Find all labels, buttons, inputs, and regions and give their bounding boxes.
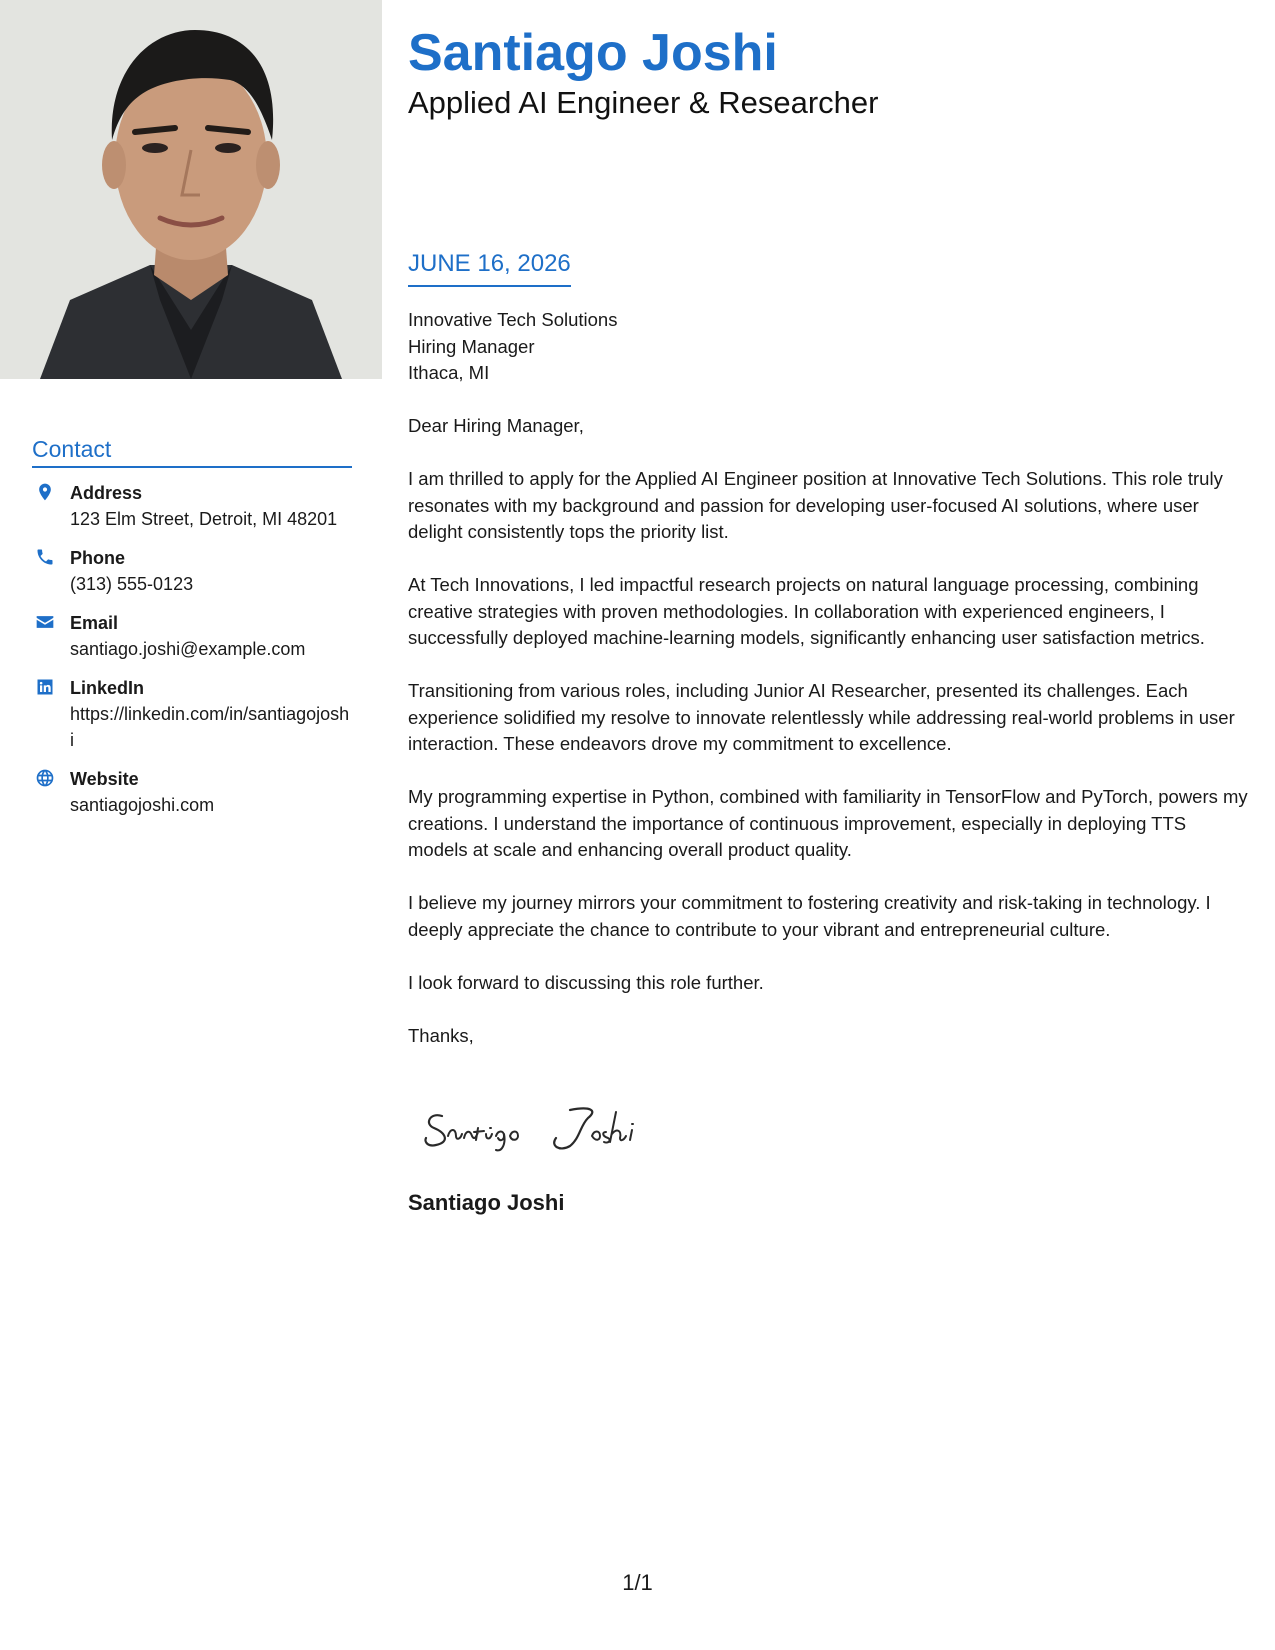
linkedin-link[interactable]: https://linkedin.com/in/santiagojoshi xyxy=(70,704,350,750)
recipient-location: Ithaca, MI xyxy=(408,362,490,383)
phone-link[interactable]: (313) 555-0123 xyxy=(70,574,194,594)
contact-item-website xyxy=(32,766,352,818)
contact-item-email xyxy=(32,610,352,662)
letter-paragraph: Transitioning from various roles, including Junior AI Researcher, presented its challenges. Each experience solidified my resolve to innovate relentlessly while addressing real-world problems in user interaction. These endeavors drove my commitment to excellence. xyxy=(408,680,1235,754)
candidate-name: Santiago Joshi xyxy=(408,24,778,82)
letter-body xyxy=(408,307,1250,1076)
letter-paragraph: I look forward to discussing this role further. xyxy=(408,971,764,993)
globe-icon xyxy=(32,766,70,818)
job-title: Applied AI Engineer & Researcher xyxy=(408,85,879,120)
letter-paragraph: I believe my journey mirrors your commitment to fostering creativity and risk-taking in technology. I deeply appreciate the chance to contribute to your vibrant and entrepreneurial culture. xyxy=(408,892,1211,940)
page-number: 1/1 xyxy=(622,1570,653,1595)
letter-paragraph: At Tech Innovations, I led impactful research projects on natural language processing, combining creative strategies with proven methodologies. In collaboration with experienced engineers, I successfully deployed machine-learning models, significantly enhancing user satisfaction metrics. xyxy=(408,574,1205,648)
phone-icon xyxy=(32,545,70,597)
contact-item-linkedin xyxy=(32,675,352,753)
letter-paragraph: My programming expertise in Python, combined with familiarity in TensorFlow and PyTorch, powers my creations. I understand the importance of continuous improvement, especially in deploying TTS models at scale and enhancing overall product quality. xyxy=(408,786,1248,860)
website-link[interactable]: santiagojoshi.com xyxy=(70,795,215,815)
recipient-company: Innovative Tech Solutions xyxy=(408,309,618,330)
email-link[interactable]: santiago.joshi@example.com xyxy=(70,639,306,659)
contact-label: LinkedIn xyxy=(70,678,145,698)
contact-list xyxy=(32,480,352,818)
signer-name: Santiago Joshi xyxy=(408,1190,565,1215)
contact-label: Website xyxy=(70,769,139,789)
map-pin-icon xyxy=(32,480,70,532)
contact-label: Email xyxy=(70,613,119,633)
letter-date: JUNE 16, 2026 xyxy=(408,249,571,287)
recipient-title: Hiring Manager xyxy=(408,335,535,357)
handwritten-signature xyxy=(420,1098,680,1156)
address-value: 123 Elm Street, Detroit, MI 48201 xyxy=(70,509,338,529)
header xyxy=(408,22,1248,122)
linkedin-icon xyxy=(32,675,70,753)
contact-sidebar xyxy=(32,436,352,831)
profile-photo xyxy=(0,0,382,379)
recipient-block xyxy=(408,307,1250,387)
contact-label: Phone xyxy=(70,548,126,568)
envelope-icon xyxy=(32,610,70,662)
contact-item-address xyxy=(32,480,352,532)
salutation: Dear Hiring Manager, xyxy=(408,415,584,436)
letter-paragraph: I am thrilled to apply for the Applied AI Engineer position at Innovative Tech Solutions. This role truly resonates with my background and passion for developing user-focused AI solutions, where user delight consistently tops the priority list. xyxy=(408,468,1223,542)
contact-heading: Contact xyxy=(32,436,352,468)
closing: Thanks, xyxy=(408,1024,474,1046)
contact-item-phone xyxy=(32,545,352,597)
contact-label: Address xyxy=(70,483,143,503)
